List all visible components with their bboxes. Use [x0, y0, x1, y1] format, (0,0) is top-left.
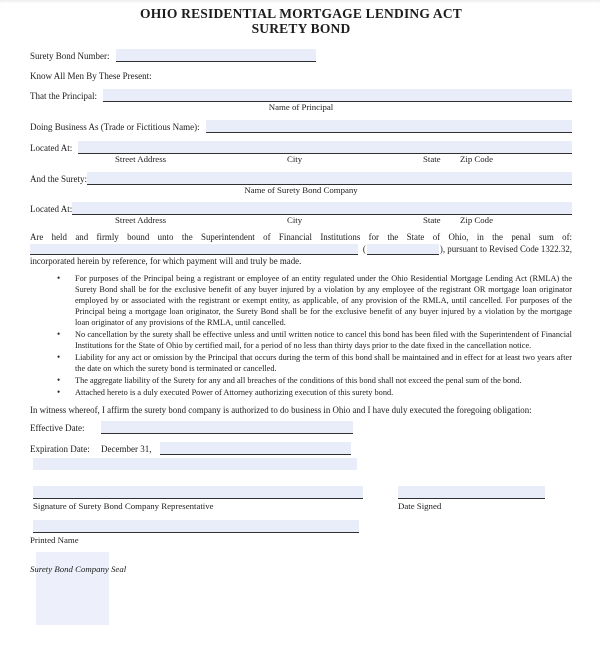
state-caption: State — [423, 154, 441, 164]
bullet-text: No cancellation by the surety shall be effective unless and until written notice to cancel this bond has been filed with the Superintendent of Financial Institutions for the State of Ohio by certified mail, for a period of no less than thirty days prior to the date fixed in the cancellation notice. — [75, 330, 572, 350]
witness-line: In witness whereof, I affirm the surety bond company is authorized to do business in Ohio and I have duly executed the foregoing obligation: — [30, 405, 532, 415]
penal-paragraph-line3: incorporated herein by reference, for which payment will and truly be made. — [30, 256, 302, 266]
seal-box-field[interactable] — [36, 552, 109, 625]
bullet-item — [55, 329, 572, 351]
signature-field[interactable] — [33, 486, 363, 499]
surety-bond-number-row — [30, 49, 572, 62]
bullet-item — [55, 352, 572, 374]
seal-area — [30, 552, 572, 632]
conditions-bullet-list — [55, 273, 572, 398]
signature-caption: Signature of Surety Bond Company Representative — [33, 501, 214, 511]
zip-code-caption: Zip Code — [460, 215, 493, 225]
bullet-text: Attached hereto is a duly executed Power of Attorney authorizing execution of this surety bond. — [75, 388, 394, 397]
surety-address-captions — [30, 215, 572, 226]
principal-address-captions — [30, 154, 572, 165]
principal-caption: Name of Principal — [268, 102, 334, 112]
surety-name-field[interactable] — [87, 172, 572, 185]
expiration-date-row — [30, 442, 572, 455]
effective-date-row — [30, 421, 572, 434]
bullet-item — [55, 375, 572, 386]
surety-bond-number-field[interactable] — [116, 49, 316, 62]
street-address-caption: Street Address — [115, 215, 167, 225]
printed-name-field[interactable] — [33, 520, 359, 533]
effective-date-field[interactable] — [101, 421, 353, 434]
surety-row — [30, 172, 572, 185]
surety-address-row — [30, 202, 572, 215]
city-caption: City — [287, 154, 303, 164]
signature-row — [30, 486, 572, 499]
surety-bond-number-label: Surety Bond Number: — [30, 51, 110, 61]
principal-row — [30, 89, 572, 102]
bullet-text: The aggregate liability of the Surety for any and all breaches of the conditions of this bond shall not exceed the penal sum of the bond. — [75, 376, 522, 385]
principal-located-at-label: Located At: — [30, 143, 73, 153]
expiration-date-label: Expiration Date: — [30, 444, 90, 454]
principal-address-field[interactable] — [78, 141, 572, 154]
principal-address-row — [30, 141, 572, 154]
penal-paragraph-line2 — [30, 243, 572, 255]
bullet-item — [55, 387, 572, 398]
principal-label: That the Principal: — [30, 91, 97, 101]
dba-field[interactable] — [206, 120, 572, 133]
zip-code-caption: Zip Code — [460, 154, 493, 164]
signature-captions-row — [30, 501, 572, 512]
know-all-line: Know All Men By These Present: — [30, 71, 152, 81]
surety-located-at-label: Located At: — [30, 204, 73, 214]
surety-address-field[interactable] — [72, 202, 572, 215]
title-line-1: OHIO RESIDENTIAL MORTGAGE LENDING ACT — [140, 6, 462, 21]
state-caption: State — [423, 215, 441, 225]
seal-caption: Surety Bond Company Seal — [30, 564, 127, 574]
penal-sum-paragraph — [30, 231, 572, 267]
open-paren: ( — [362, 244, 366, 254]
expiration-date-prefix: December 31, — [101, 444, 152, 454]
surety-label: And the Surety: — [30, 174, 87, 184]
surety-caption: Name of Surety Bond Company — [244, 185, 358, 195]
title-line-2: SURETY BOND — [251, 21, 351, 36]
city-caption: City — [287, 215, 303, 225]
bullet-item — [55, 273, 572, 328]
date-signed-caption: Date Signed — [398, 501, 442, 511]
bullet-text: Liability for any act or omission by the Principal that occurs during the term of this bond shall be maintained and in effect for at least two years after the date on which the surety bond is terminated or cancelled. — [75, 353, 572, 373]
street-address-caption: Street Address — [115, 154, 167, 164]
principal-name-field[interactable] — [103, 89, 572, 102]
penal-paragraph-after-blank: ), pursuant to Revised Code 1322.32, — [439, 244, 572, 254]
highlighted-blank-field[interactable] — [33, 458, 357, 470]
printed-name-caption: Printed Name — [30, 535, 79, 545]
date-signed-field[interactable] — [398, 486, 545, 499]
bullet-text: For purposes of the Principal being a registrant or employee of an entity regulated under the Ohio Residential Mortgage Lending Act (RMLA) the Surety Bond shall be for the exclusive benefit of any buyer injured by a violation by any employee of the registrant OR mortgage loan originator employed by or associated with the registrant or exempt entity, as applicable, of any provision of the RMLA, until cancelled. For purposes of the Principal being a mortgage loan originator, the Surety Bond shall be for the exclusive benefit of any buyer injured by a violation by the mortgage loan originator of any provisions of the RMLA, until cancelled. — [75, 274, 572, 327]
expiration-year-field[interactable] — [160, 442, 351, 455]
penal-sum-amount-field[interactable] — [30, 244, 358, 255]
penal-sum-numeric-field[interactable] — [367, 244, 439, 255]
dba-row — [30, 120, 572, 133]
penal-paragraph-line1: Are held and firmly bound unto the Superintendent of Financial Institutions for the State of Ohio, in the penal sum of: — [30, 232, 572, 242]
dba-label: Doing Business As (Trade or Fictitious Name): — [30, 122, 200, 132]
effective-date-label: Effective Date: — [30, 423, 85, 433]
document-title — [30, 6, 572, 36]
